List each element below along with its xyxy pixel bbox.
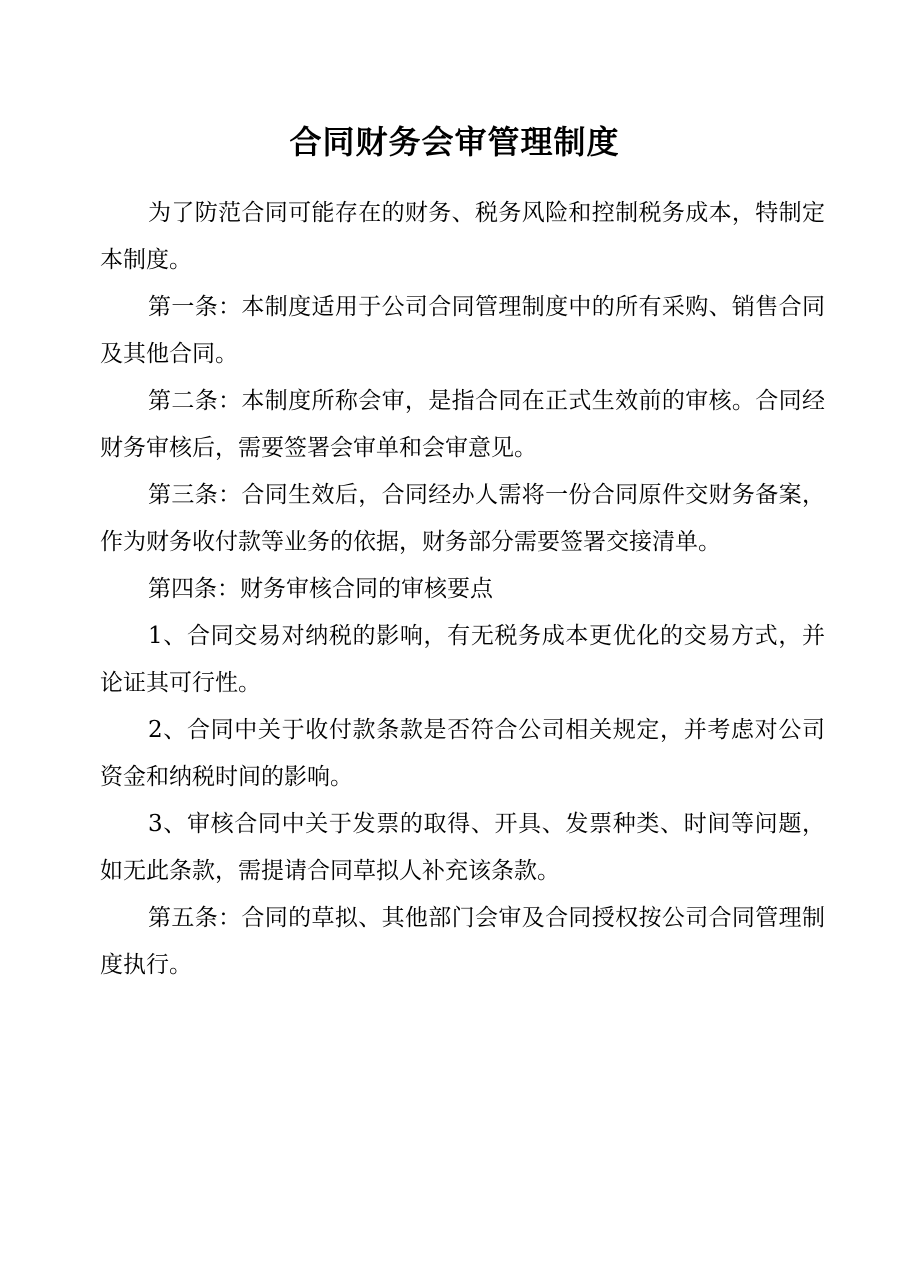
paragraph-article-1: 第一条：本制度适用于公司合同管理制度中的所有采购、销售合同及其他合同。 [100, 294, 825, 367]
paragraph-article-3: 第三条：合同生效后，合同经办人需将一份合同原件交财务备案，作为财务收付款等业务的依据，财务部分需要签署交接清单。 [100, 482, 825, 555]
document-title: 合同财务会审管理制度 [289, 123, 620, 161]
paragraph-article-2: 第二条：本制度所称会审，是指合同在正式生效前的审核。合同经财务审核后，需要签署会审单和会审意见。 [100, 388, 825, 461]
paragraph-item-1: 1、合同交易对纳税的影响，有无税务成本更优化的交易方式，并论证其可行性。 [100, 623, 825, 696]
paragraph-intro: 为了防范合同可能存在的财务、税务风险和控制税务成本，特制定本制度。 [100, 200, 825, 273]
paragraph-item-2: 2、合同中关于收付款条款是否符合公司相关规定，并考虑对公司资金和纳税时间的影响。 [100, 717, 825, 790]
document-body [100, 190, 825, 989]
paragraph-item-3: 3、审核合同中关于发票的取得、开具、发票种类、时间等问题，如无此条款，需提请合同草拟人补充该条款。 [100, 811, 825, 884]
paragraph-article-5: 第五条：合同的草拟、其他部门会审及合同授权按公司合同管理制度执行。 [100, 905, 825, 978]
paragraph-article-4: 第四条：财务审核合同的审核要点 [148, 576, 493, 602]
